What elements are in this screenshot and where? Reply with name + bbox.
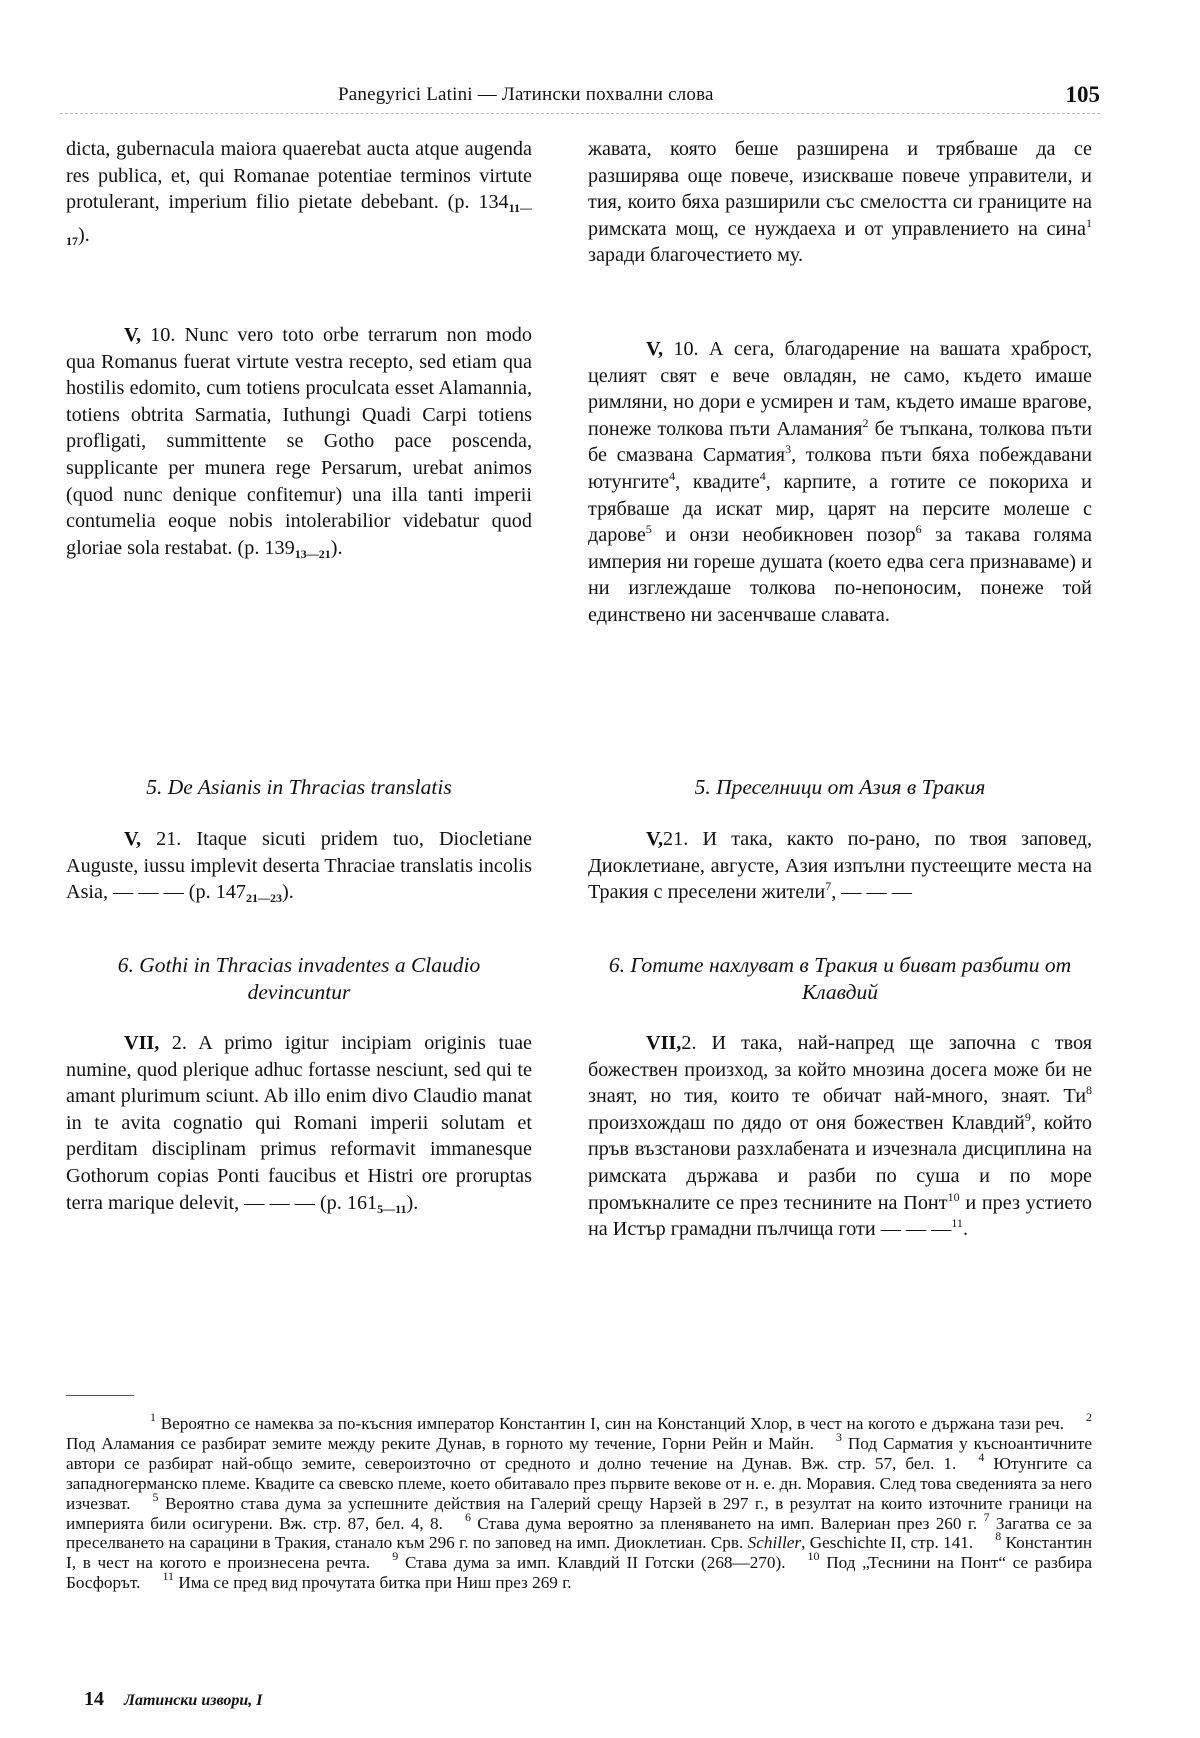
footnote-text: Става дума за имп. Клавдий II Готски (268—270). <box>404 1553 786 1573</box>
paragraph-end: ). <box>406 1191 419 1214</box>
latin-section-heading-5: 5. De Asianis in Thracias translatis <box>146 775 452 799</box>
running-header <box>60 84 1100 114</box>
section-reference: V, <box>646 828 664 850</box>
footnote-text: Вероятно се намеква за по-късния император Константин I, син на Констанций Хлор, в чест на когото е държана тази реч. <box>160 1414 1064 1433</box>
footnote-block <box>66 1410 1093 1593</box>
latin-paragraph-v21 <box>66 826 532 912</box>
page-number: 105 <box>1065 82 1100 107</box>
latin-column <box>66 826 532 912</box>
footnote-text: , Geschichte II, стр. 141. <box>801 1533 974 1553</box>
footnote-marker[interactable]: 9 <box>1024 1109 1031 1124</box>
paragraph-text: произхождаш по дядо от оня божествен Клавдий <box>588 1111 1025 1134</box>
footnote-text: Става дума вероятно за пленяването на имп. Валериан през 260 г. <box>477 1513 978 1533</box>
section-reference: V, <box>646 338 664 360</box>
latin-section-heading-6: 6. Gothi in Thracias invadentes a Claudio devincuntur <box>117 953 481 1004</box>
footnote-marker[interactable]: 8 <box>1086 1083 1092 1098</box>
running-title: Panegyrici Latini — Латински похвални слова <box>338 84 714 105</box>
footnote-text: Константин I, в чест на когото е произнесена речта. <box>66 1533 1093 1573</box>
bulgarian-column <box>588 826 1092 906</box>
paragraph-text: , квадите <box>675 470 760 493</box>
footnote-text: Загатва се за преселването на сарацини в Тракия, станало към 296 г. по заповед на имп. Диоклетиан. Срв. <box>66 1513 1092 1553</box>
bulgarian-section-heading-5: 5. Преселници от Азия в Тракия <box>694 775 986 799</box>
page-line-subscript: 11—17 <box>66 201 532 248</box>
footnote-number: 6 <box>464 1509 471 1524</box>
latin-column <box>66 136 532 254</box>
bulgarian-column <box>588 136 1092 269</box>
latin-column <box>66 322 532 567</box>
paragraph-text: и онзи необикновен позор <box>651 524 916 547</box>
footnote-marker[interactable]: 5 <box>645 522 652 537</box>
section-reference: V, <box>124 828 142 850</box>
paragraph-text: , карпите, а готите се покориха и трябваше да искат мир, царят на персите молеше с дарове <box>588 470 1092 547</box>
section-reference: VII, <box>124 1032 160 1054</box>
bulgarian-paragraph-v10 <box>588 336 1092 629</box>
footnote-text: Под Сарматия у късноантичните автори се разбират най-общо земите, североизточно от средното и долно течение на Дунав. Вж. стр. 57, бел. 1. <box>66 1433 1092 1473</box>
paragraph-text: 21. И така, както по-рано, по твоя заповед, Диоклетиане, августе, Азия изпълни пустеещите места на Тракия с преселени жители <box>588 828 1092 904</box>
latin-column <box>66 1030 532 1222</box>
footnote-marker[interactable]: 2 <box>862 415 869 430</box>
header-rule <box>60 113 1100 114</box>
footnote-text: Ютунгите са западногерманско племе. Квадите са свевско племе, което обитавало през първите векове от н. е. дн. Моравия. След това сведенията за него изчезват. <box>66 1453 1093 1513</box>
footnote-number: 3 <box>835 1429 842 1444</box>
cited-author: Schiller <box>747 1533 802 1553</box>
footnote-marker[interactable]: 7 <box>825 879 832 894</box>
paragraph-text: 10. Nunc vero toto orbe terrarum non modo qua Romanus fuerat virtute vestra recepto, sed etiam qua hostilis edomito, cum totiens proculcata esset Alamannia, totiens obtrita Sarmatia, Iuthungi Quadi Carpi totiens profligati, summittente se Gotho pace poscenda, supplicante per munera rege Persarum, urebat animos (quod nunc denique confitemur) una illa tanti imperii contumelia eoque nobis intolerabilior videbatur quod gloriae sola restabat. (p. 139 <box>66 324 532 559</box>
latin-column <box>66 774 532 801</box>
footnote-text: Под „Теснини на Понт“ се разбира Босфорът. <box>66 1553 1092 1593</box>
footnote-number: 5 <box>152 1489 159 1504</box>
footnote-marker[interactable]: 11 <box>951 1216 963 1231</box>
footnote-separator <box>66 1395 134 1396</box>
footnotes <box>66 1410 1093 1593</box>
footnote-text: Под Аламания се разбират земите между реките Дунав, в горното му течение, Горни Рейн и Майн. <box>66 1433 814 1453</box>
latin-column <box>66 952 532 1006</box>
bulgarian-paragraph-v21 <box>588 826 1092 906</box>
paragraph-text: и през устието на Истър грамадни пълчища готи — — — <box>588 1191 1093 1241</box>
sheet-number: 14 <box>84 1688 104 1710</box>
footnote-number: 11 <box>162 1569 175 1584</box>
footnote-number: 4 <box>978 1449 985 1464</box>
signature-text: Латински извори, I <box>124 1692 263 1709</box>
footnote-number: 1 <box>150 1410 156 1424</box>
footnote-marker[interactable]: 1 <box>1086 215 1092 230</box>
latin-paragraph-vii2 <box>66 1030 532 1222</box>
paragraph-text: . <box>962 1218 968 1241</box>
paragraph-text: 10. А сега, благодарение на вашата храброст, целият свят е вече овладян, не само, където имаше римляни, но дори е усмирен и там, където имаше врагове, понеже толкова пъти Аламания <box>588 338 1092 440</box>
latin-paragraph-v10 <box>66 322 532 567</box>
bulgarian-column <box>588 1030 1092 1243</box>
printer-signature <box>84 1688 263 1711</box>
footnote-number: 10 <box>807 1549 820 1564</box>
section-reference: VII, <box>646 1032 682 1054</box>
paragraph-end: ). <box>78 223 90 246</box>
bulgarian-column <box>588 952 1092 1006</box>
bulgarian-paragraph-continuation <box>588 136 1092 269</box>
bulgarian-column <box>588 774 1092 801</box>
footnote-number: 8 <box>995 1529 1002 1544</box>
bulgarian-section-heading-6: 6. Готите нахлуват в Тракия и биват разбити от Клавдий <box>608 953 1072 1004</box>
footnote-marker[interactable]: 4 <box>759 468 766 483</box>
page-line-subscript: 5—11 <box>377 1201 407 1216</box>
paragraph-text: 21. Itaque sicuti pridem tuo, Diocletiane Auguste, iussu implevit deserta Thraciae translatis incolis Asia, — — — (p. 147 <box>66 828 532 904</box>
paragraph-text: , който пръв възстанови разхлабената и изчезнала дисциплина на римската държава и разби по суша и по море промъкналите се през теснините на Понт <box>588 1111 1092 1214</box>
paragraph-end: ). <box>282 881 294 904</box>
footnote-marker[interactable]: 6 <box>915 522 922 537</box>
paragraph-end: ). <box>330 536 343 559</box>
footnote-marker[interactable]: 10 <box>947 1189 960 1204</box>
paragraph-text: dicta, gubernacula maiora quaerebat aucta atque augenda res publica, et, qui Romanae potentiae terminos virtute protulerant, imperium filio pietate debebant. (p. 134 <box>66 138 532 214</box>
section-reference: V, <box>124 324 142 346</box>
paragraph-text: 2. И така, най-напред ще започна с твоя божествен произход, за който мнозина досега може би не знаят, но тия, които те обичат най-много, знаят. Ти <box>588 1032 1092 1108</box>
page-line-subscript: 13—21 <box>294 546 331 561</box>
footnote-number: 9 <box>392 1549 399 1564</box>
footnote-number: 7 <box>983 1509 990 1524</box>
paragraph-text: за такава голяма империя ни гореше душата (което едва сега признаваме) и ни изглеждаше толкова по-непоносим, понеже той единствено ни засенчваше славата. <box>588 524 1093 626</box>
bulgarian-column <box>588 336 1092 629</box>
footnote-text: Има се пред вид прочутата битка при Ниш през 269 г. <box>178 1573 572 1593</box>
paragraph-text: 2. A primo igitur incipiam originis tuae numine, quod plerique adhuc fortasse nesciunt, sed qui te amant plurimum sciunt. Ab illo enim divo Claudio manat in te avita cognatio qui Romani imperii solutam et perditam disciplinam primus reformavit immanesque Gothorum copias Ponti faucibus et Histri ore proruptas terra marique delevit, — — — (p. 161 <box>66 1032 532 1214</box>
paragraph-text: бе тъпкана, толкова пъти бе смазвана Сарматия <box>588 417 1092 467</box>
paragraph-text: , толкова пъти бяха побеждавани ютунгите <box>588 444 1092 493</box>
footnote-marker[interactable]: 4 <box>669 468 676 483</box>
footnote-number: 2 <box>1086 1410 1092 1424</box>
footnote-marker[interactable]: 3 <box>785 442 792 457</box>
page-line-subscript: 21—23 <box>246 891 282 906</box>
latin-paragraph-continuation <box>66 136 532 254</box>
footnote-text: Вероятно става дума за успешните действия на Галерий срещу Нарзей в 297 г., в резултат на които източните граници на империята били осигурени. Вж. стр. 87, бел. 4, 8. <box>66 1493 1092 1533</box>
paragraph-text: заради благочестието му. <box>588 244 804 267</box>
bulgarian-paragraph-vii2 <box>588 1030 1092 1243</box>
paragraph-text: жавата, която беше разширена и трябваше да се разширява още повече, изискваше повече управители, и тия, които бяха разширили със смелостта си границите на римската мощ, се нуждаеха и от управлението на сина <box>588 138 1092 240</box>
paragraph-text: , — — — <box>831 881 912 904</box>
